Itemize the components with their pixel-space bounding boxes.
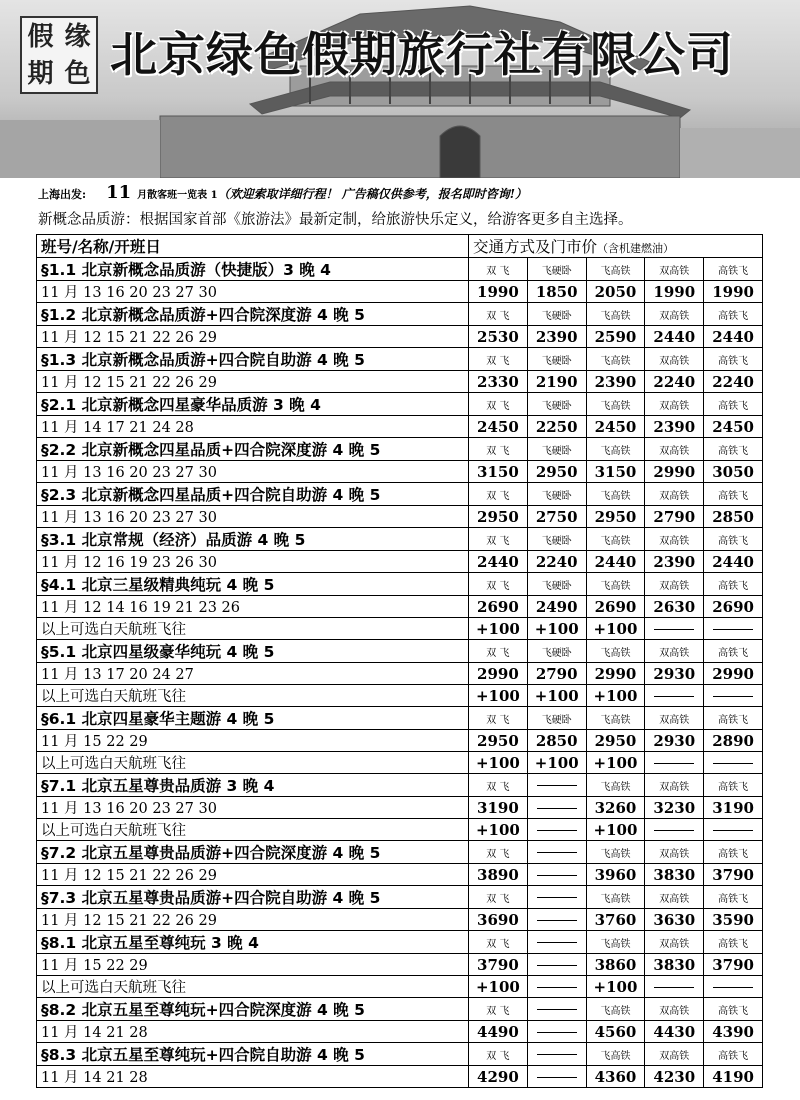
surcharge-cell: +100 bbox=[527, 752, 586, 774]
route-title-row bbox=[37, 1043, 763, 1066]
price-cell: 2240 bbox=[527, 551, 586, 573]
surcharge-cell: +100 bbox=[469, 976, 528, 998]
price-cell: 2950 bbox=[586, 730, 645, 752]
day-flight-surcharge-row bbox=[37, 976, 763, 998]
transport-mode: 飞高铁 bbox=[586, 1043, 645, 1066]
price-cell: 2930 bbox=[645, 663, 704, 685]
route-price-row bbox=[37, 954, 763, 976]
day-flight-surcharge-row bbox=[37, 752, 763, 774]
transport-mode: 高铁飞 bbox=[704, 348, 763, 371]
route-price-row bbox=[37, 371, 763, 393]
logo: 假 缘 期 色 bbox=[20, 16, 98, 94]
transport-mode: 双 飞 bbox=[469, 258, 528, 281]
price-cell bbox=[527, 1066, 586, 1088]
price-cell: 1990 bbox=[469, 281, 528, 303]
price-cell: 2450 bbox=[704, 416, 763, 438]
surcharge-label: 以上可选白天航班飞往 bbox=[37, 618, 469, 640]
dash-mark bbox=[537, 1077, 577, 1078]
price-cell: 2950 bbox=[527, 461, 586, 483]
transport-mode: 飞硬卧 bbox=[527, 640, 586, 663]
transport-mode bbox=[527, 841, 586, 864]
route-price-row bbox=[37, 551, 763, 573]
price-cell: 1850 bbox=[527, 281, 586, 303]
transport-mode: 高铁飞 bbox=[704, 573, 763, 596]
transport-mode: 飞硬卧 bbox=[527, 528, 586, 551]
route-title: §2.1 北京新概念四星豪华品质游 3 晚 4 bbox=[37, 393, 469, 416]
surcharge-cell bbox=[527, 819, 586, 841]
transport-mode: 双高铁 bbox=[645, 438, 704, 461]
transport-mode: 双 飞 bbox=[469, 303, 528, 326]
price-cell: 2950 bbox=[469, 506, 528, 528]
surcharge-cell: +100 bbox=[469, 752, 528, 774]
route-title: §2.2 北京新概念四星品质+四合院深度游 4 晚 5 bbox=[37, 438, 469, 461]
price-cell: 2240 bbox=[704, 371, 763, 393]
route-price-row bbox=[37, 730, 763, 752]
column-header: 班号/名称/开班日 bbox=[37, 235, 469, 258]
dash-mark bbox=[537, 965, 577, 966]
transport-mode bbox=[527, 886, 586, 909]
transport-note: （含机建燃油） bbox=[597, 242, 675, 255]
route-title-row bbox=[37, 348, 763, 371]
transport-mode: 高铁飞 bbox=[704, 393, 763, 416]
price-cell: 3260 bbox=[586, 797, 645, 819]
route-title: §1.2 北京新概念品质游+四合院深度游 4 晚 5 bbox=[37, 303, 469, 326]
surcharge-cell: +100 bbox=[586, 685, 645, 707]
price-cell bbox=[527, 797, 586, 819]
price-cell: 4560 bbox=[586, 1021, 645, 1043]
transport-mode: 飞硬卧 bbox=[527, 393, 586, 416]
price-cell: 3690 bbox=[469, 909, 528, 931]
departure-dates: 11 月 15 22 29 bbox=[37, 954, 469, 976]
transport-mode: 高铁飞 bbox=[704, 841, 763, 864]
route-title: §7.1 北京五星尊贵品质游 3 晚 4 bbox=[37, 774, 469, 797]
route-title-row bbox=[37, 483, 763, 506]
transport-mode: 高铁飞 bbox=[704, 707, 763, 730]
price-cell: 2950 bbox=[586, 506, 645, 528]
price-cell: 2490 bbox=[527, 596, 586, 618]
transport-mode: 飞高铁 bbox=[586, 303, 645, 326]
day-flight-surcharge-row bbox=[37, 819, 763, 841]
transport-mode: 双 飞 bbox=[469, 438, 528, 461]
transport-mode: 双高铁 bbox=[645, 886, 704, 909]
transport-mode bbox=[527, 931, 586, 954]
transport-mode: 飞高铁 bbox=[586, 931, 645, 954]
price-cell: 2050 bbox=[586, 281, 645, 303]
surcharge-cell: +100 bbox=[527, 685, 586, 707]
dash-mark bbox=[713, 763, 753, 764]
price-cell: 2750 bbox=[527, 506, 586, 528]
route-price-row bbox=[37, 663, 763, 685]
price-cell: 3150 bbox=[586, 461, 645, 483]
surcharge-cell bbox=[645, 976, 704, 998]
price-cell: 2250 bbox=[527, 416, 586, 438]
transport-mode: 飞高铁 bbox=[586, 841, 645, 864]
month-number: 11 bbox=[106, 182, 132, 203]
transport-mode: 飞高铁 bbox=[586, 528, 645, 551]
transport-mode: 双高铁 bbox=[645, 528, 704, 551]
price-cell: 2790 bbox=[645, 506, 704, 528]
surcharge-label: 以上可选白天航班飞往 bbox=[37, 752, 469, 774]
price-cell: 4490 bbox=[469, 1021, 528, 1043]
route-title-row bbox=[37, 707, 763, 730]
transport-mode: 双 飞 bbox=[469, 483, 528, 506]
price-cell: 2390 bbox=[645, 416, 704, 438]
dash-mark bbox=[537, 1054, 577, 1055]
surcharge-cell: +100 bbox=[469, 618, 528, 640]
price-cell: 2990 bbox=[704, 663, 763, 685]
price-cell: 2690 bbox=[469, 596, 528, 618]
price-cell bbox=[527, 954, 586, 976]
surcharge-cell bbox=[527, 976, 586, 998]
transport-mode: 飞高铁 bbox=[586, 348, 645, 371]
price-cell: 2440 bbox=[704, 551, 763, 573]
price-cell: 4390 bbox=[704, 1021, 763, 1043]
route-title-row bbox=[37, 841, 763, 864]
price-cell: 2990 bbox=[469, 663, 528, 685]
surcharge-cell bbox=[645, 752, 704, 774]
route-title: §7.2 北京五星尊贵品质游+四合院深度游 4 晚 5 bbox=[37, 841, 469, 864]
transport-mode: 双 飞 bbox=[469, 841, 528, 864]
surcharge-cell: +100 bbox=[586, 976, 645, 998]
transport-mode: 高铁飞 bbox=[704, 640, 763, 663]
departure-dates: 11 月 12 14 16 19 21 23 26 bbox=[37, 596, 469, 618]
transport-mode bbox=[527, 774, 586, 797]
surcharge-cell bbox=[645, 618, 704, 640]
dash-mark bbox=[537, 830, 577, 831]
price-cell: 3960 bbox=[586, 864, 645, 886]
route-title-row bbox=[37, 303, 763, 326]
transport-mode: 双 飞 bbox=[469, 886, 528, 909]
surcharge-cell bbox=[704, 618, 763, 640]
price-cell: 2990 bbox=[586, 663, 645, 685]
route-price-row bbox=[37, 1021, 763, 1043]
transport-mode: 双高铁 bbox=[645, 998, 704, 1021]
route-title-row bbox=[37, 774, 763, 797]
price-cell: 2390 bbox=[527, 326, 586, 348]
surcharge-cell bbox=[645, 819, 704, 841]
dash-mark bbox=[654, 629, 694, 630]
transport-mode: 双高铁 bbox=[645, 348, 704, 371]
day-flight-surcharge-row bbox=[37, 685, 763, 707]
price-cell bbox=[527, 909, 586, 931]
transport-mode: 飞高铁 bbox=[586, 393, 645, 416]
route-title: §2.3 北京新概念四星品质+四合院自助游 4 晚 5 bbox=[37, 483, 469, 506]
transport-mode: 飞高铁 bbox=[586, 573, 645, 596]
dash-mark bbox=[537, 987, 577, 988]
departure-dates: 11 月 14 17 21 24 28 bbox=[37, 416, 469, 438]
price-cell: 3230 bbox=[645, 797, 704, 819]
route-title-row bbox=[37, 528, 763, 551]
price-cell: 1990 bbox=[645, 281, 704, 303]
departure-dates: 11 月 12 15 21 22 26 29 bbox=[37, 909, 469, 931]
price-cell: 2190 bbox=[527, 371, 586, 393]
route-title: §4.1 北京三星级精典纯玩 4 晚 5 bbox=[37, 573, 469, 596]
route-title-row bbox=[37, 393, 763, 416]
company-name: 北京绿色假期旅行社有限公司 bbox=[110, 28, 734, 83]
dash-mark bbox=[654, 696, 694, 697]
route-title: §1.1 北京新概念品质游（快捷版）3 晚 4 bbox=[37, 258, 469, 281]
transport-mode: 高铁飞 bbox=[704, 774, 763, 797]
surcharge-cell: +100 bbox=[586, 752, 645, 774]
price-cell bbox=[527, 864, 586, 886]
price-cell: 2450 bbox=[469, 416, 528, 438]
departure-dates: 11 月 14 21 28 bbox=[37, 1066, 469, 1088]
dash-mark bbox=[537, 1009, 577, 1010]
transport-mode: 双高铁 bbox=[645, 774, 704, 797]
route-title: §5.1 北京四星级豪华纯玩 4 晚 5 bbox=[37, 640, 469, 663]
route-price-row bbox=[37, 281, 763, 303]
transport-mode bbox=[527, 1043, 586, 1066]
dash-mark bbox=[713, 987, 753, 988]
list-title: 月散客班一览表 1 bbox=[137, 190, 218, 201]
surcharge-cell: +100 bbox=[586, 819, 645, 841]
transport-mode: 飞高铁 bbox=[586, 438, 645, 461]
departure-dates: 11 月 14 21 28 bbox=[37, 1021, 469, 1043]
dash-mark bbox=[537, 785, 577, 786]
route-title: §1.3 北京新概念品质游+四合院自助游 4 晚 5 bbox=[37, 348, 469, 371]
transport-mode: 高铁飞 bbox=[704, 998, 763, 1021]
transport-mode: 双 飞 bbox=[469, 931, 528, 954]
price-cell: 3190 bbox=[469, 797, 528, 819]
dash-mark bbox=[537, 875, 577, 876]
dash-mark bbox=[654, 830, 694, 831]
price-cell: 2630 bbox=[645, 596, 704, 618]
table-header-row bbox=[37, 235, 763, 258]
price-cell: 3790 bbox=[704, 954, 763, 976]
transport-mode: 双高铁 bbox=[645, 1043, 704, 1066]
price-cell: 2450 bbox=[586, 416, 645, 438]
transport-mode: 飞硬卧 bbox=[527, 438, 586, 461]
price-cell: 2790 bbox=[527, 663, 586, 685]
price-cell: 3830 bbox=[645, 864, 704, 886]
departure-dates: 11 月 12 16 19 23 26 30 bbox=[37, 551, 469, 573]
price-cell: 1990 bbox=[704, 281, 763, 303]
surcharge-cell bbox=[704, 752, 763, 774]
route-price-row bbox=[37, 506, 763, 528]
transport-mode: 双 飞 bbox=[469, 348, 528, 371]
price-cell: 4290 bbox=[469, 1066, 528, 1088]
transport-mode bbox=[527, 998, 586, 1021]
price-cell: 2330 bbox=[469, 371, 528, 393]
transport-mode: 双 飞 bbox=[469, 707, 528, 730]
price-cell: 2440 bbox=[704, 326, 763, 348]
price-cell: 2690 bbox=[586, 596, 645, 618]
price-cell: 2890 bbox=[704, 730, 763, 752]
price-cell: 2390 bbox=[586, 371, 645, 393]
transport-mode: 双高铁 bbox=[645, 573, 704, 596]
price-table bbox=[36, 234, 763, 1088]
dash-mark bbox=[713, 629, 753, 630]
price-cell: 4430 bbox=[645, 1021, 704, 1043]
transport-mode: 飞硬卧 bbox=[527, 258, 586, 281]
day-flight-surcharge-row bbox=[37, 618, 763, 640]
surcharge-cell bbox=[704, 685, 763, 707]
price-cell: 2440 bbox=[586, 551, 645, 573]
route-title: §7.3 北京五星尊贵品质游+四合院自助游 4 晚 5 bbox=[37, 886, 469, 909]
transport-mode: 飞高铁 bbox=[586, 998, 645, 1021]
surcharge-cell: +100 bbox=[527, 618, 586, 640]
dash-mark bbox=[537, 852, 577, 853]
price-cell: 2690 bbox=[704, 596, 763, 618]
route-title: §8.2 北京五星至尊纯玩+四合院深度游 4 晚 5 bbox=[37, 998, 469, 1021]
surcharge-cell bbox=[704, 976, 763, 998]
transport-mode: 高铁飞 bbox=[704, 931, 763, 954]
transport-mode: 双高铁 bbox=[645, 841, 704, 864]
transport-mode: 飞硬卧 bbox=[527, 303, 586, 326]
transport-header bbox=[469, 235, 763, 258]
price-cell: 3860 bbox=[586, 954, 645, 976]
price-cell: 3190 bbox=[704, 797, 763, 819]
dash-mark bbox=[537, 808, 577, 809]
transport-mode: 双 飞 bbox=[469, 998, 528, 1021]
departure-dates: 11 月 13 17 20 24 27 bbox=[37, 663, 469, 685]
route-title: §8.1 北京五星至尊纯玩 3 晚 4 bbox=[37, 931, 469, 954]
header-banner bbox=[0, 0, 800, 178]
route-title: §3.1 北京常规（经济）品质游 4 晚 5 bbox=[37, 528, 469, 551]
transport-mode: 飞硬卧 bbox=[527, 707, 586, 730]
price-cell: 2850 bbox=[527, 730, 586, 752]
route-price-row bbox=[37, 596, 763, 618]
surcharge-label: 以上可选白天航班飞往 bbox=[37, 685, 469, 707]
price-cell: 3790 bbox=[469, 954, 528, 976]
surcharge-cell: +100 bbox=[586, 618, 645, 640]
transport-mode: 双 飞 bbox=[469, 393, 528, 416]
price-cell: 3150 bbox=[469, 461, 528, 483]
transport-mode: 飞高铁 bbox=[586, 640, 645, 663]
transport-mode: 高铁飞 bbox=[704, 438, 763, 461]
dash-mark bbox=[654, 763, 694, 764]
transport-mode: 高铁飞 bbox=[704, 886, 763, 909]
route-price-row bbox=[37, 461, 763, 483]
price-cell: 3630 bbox=[645, 909, 704, 931]
transport-mode: 双高铁 bbox=[645, 393, 704, 416]
slogan: 新概念品质游：根据国家首部《旅游法》最新定制，给旅游快乐定义，给游客更多自主选择。 bbox=[38, 212, 633, 228]
departure-label: 上海出发: bbox=[38, 188, 87, 201]
price-cell: 2530 bbox=[469, 326, 528, 348]
surcharge-cell bbox=[645, 685, 704, 707]
departure-dates: 11 月 13 16 20 23 27 30 bbox=[37, 281, 469, 303]
surcharge-label: 以上可选白天航班飞往 bbox=[37, 819, 469, 841]
price-cell: 2850 bbox=[704, 506, 763, 528]
price-cell: 2240 bbox=[645, 371, 704, 393]
transport-mode: 高铁飞 bbox=[704, 1043, 763, 1066]
dash-mark bbox=[537, 942, 577, 943]
price-cell: 2440 bbox=[645, 326, 704, 348]
dash-mark bbox=[537, 897, 577, 898]
transport-mode: 高铁飞 bbox=[704, 483, 763, 506]
transport-mode: 双 飞 bbox=[469, 774, 528, 797]
departure-dates: 11 月 15 22 29 bbox=[37, 730, 469, 752]
route-price-row bbox=[37, 1066, 763, 1088]
transport-mode: 双高铁 bbox=[645, 258, 704, 281]
transport-mode: 飞硬卧 bbox=[527, 573, 586, 596]
departure-dates: 11 月 12 15 21 22 26 29 bbox=[37, 371, 469, 393]
transport-mode: 双 飞 bbox=[469, 640, 528, 663]
transport-title: 交通方式及门市价 bbox=[473, 238, 598, 256]
transport-mode: 双高铁 bbox=[645, 483, 704, 506]
price-cell: 2990 bbox=[645, 461, 704, 483]
transport-mode: 双 飞 bbox=[469, 1043, 528, 1066]
surcharge-cell bbox=[704, 819, 763, 841]
transport-mode: 飞高铁 bbox=[586, 886, 645, 909]
price-cell bbox=[527, 1021, 586, 1043]
price-cell: 4190 bbox=[704, 1066, 763, 1088]
price-cell: 3790 bbox=[704, 864, 763, 886]
surcharge-label: 以上可选白天航班飞往 bbox=[37, 976, 469, 998]
dash-mark bbox=[713, 696, 753, 697]
transport-mode: 飞高铁 bbox=[586, 707, 645, 730]
route-title: §8.3 北京五星至尊纯玩+四合院自助游 4 晚 5 bbox=[37, 1043, 469, 1066]
transport-mode: 双高铁 bbox=[645, 931, 704, 954]
route-title-row bbox=[37, 258, 763, 281]
route-title: §6.1 北京四星豪华主题游 4 晚 5 bbox=[37, 707, 469, 730]
route-title-row bbox=[37, 640, 763, 663]
price-cell: 2590 bbox=[586, 326, 645, 348]
route-title-row bbox=[37, 438, 763, 461]
transport-mode: 飞硬卧 bbox=[527, 348, 586, 371]
departure-dates: 11 月 13 16 20 23 27 30 bbox=[37, 506, 469, 528]
price-cell: 2930 bbox=[645, 730, 704, 752]
transport-mode: 飞高铁 bbox=[586, 774, 645, 797]
price-cell: 2390 bbox=[645, 551, 704, 573]
departure-dates: 11 月 13 16 20 23 27 30 bbox=[37, 461, 469, 483]
dash-mark bbox=[537, 920, 577, 921]
route-title-row bbox=[37, 998, 763, 1021]
transport-mode: 飞硬卧 bbox=[527, 483, 586, 506]
transport-mode: 双高铁 bbox=[645, 707, 704, 730]
price-cell: 2440 bbox=[469, 551, 528, 573]
departure-dates: 11 月 12 15 21 22 26 29 bbox=[37, 326, 469, 348]
price-cell: 3050 bbox=[704, 461, 763, 483]
transport-mode: 双高铁 bbox=[645, 640, 704, 663]
transport-mode: 飞高铁 bbox=[586, 258, 645, 281]
route-price-row bbox=[37, 326, 763, 348]
route-title-row bbox=[37, 573, 763, 596]
price-cell: 3590 bbox=[704, 909, 763, 931]
transport-mode: 高铁飞 bbox=[704, 258, 763, 281]
dash-mark bbox=[713, 830, 753, 831]
price-cell: 3890 bbox=[469, 864, 528, 886]
departure-dates: 11 月 12 15 21 22 26 29 bbox=[37, 864, 469, 886]
route-price-row bbox=[37, 416, 763, 438]
surcharge-cell: +100 bbox=[469, 685, 528, 707]
dash-mark bbox=[654, 987, 694, 988]
transport-mode: 双高铁 bbox=[645, 303, 704, 326]
transport-mode: 双 飞 bbox=[469, 573, 528, 596]
route-title-row bbox=[37, 931, 763, 954]
price-cell: 4230 bbox=[645, 1066, 704, 1088]
route-price-row bbox=[37, 864, 763, 886]
notice-line bbox=[38, 182, 788, 203]
route-title-row bbox=[37, 886, 763, 909]
price-cell: 2950 bbox=[469, 730, 528, 752]
price-cell: 3830 bbox=[645, 954, 704, 976]
price-cell: 3760 bbox=[586, 909, 645, 931]
departure-dates: 11 月 13 16 20 23 27 30 bbox=[37, 797, 469, 819]
transport-mode: 高铁飞 bbox=[704, 303, 763, 326]
notice-parenthetical: （欢迎索取详细行程！ 广告稿仅供参考，报名即时咨询!） bbox=[217, 187, 528, 201]
transport-mode: 高铁飞 bbox=[704, 528, 763, 551]
price-cell: 4360 bbox=[586, 1066, 645, 1088]
route-price-row bbox=[37, 797, 763, 819]
transport-mode: 飞高铁 bbox=[586, 483, 645, 506]
surcharge-cell: +100 bbox=[469, 819, 528, 841]
dash-mark bbox=[537, 1032, 577, 1033]
route-price-row bbox=[37, 909, 763, 931]
transport-mode: 双 飞 bbox=[469, 528, 528, 551]
